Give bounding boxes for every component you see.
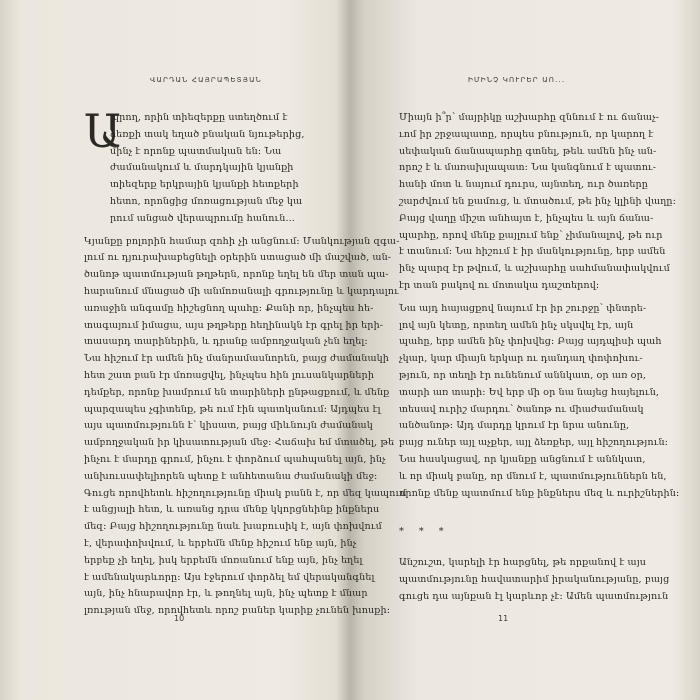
text-line: անծանոթ։ Այդ մարդը կրում էր նրա անունը, [399,420,630,432]
text-line: ամբողջական իր կիսատության մեջ։ Հաճախ եմ մտածել, թե [84,437,395,449]
text-line: Անշուշտ, կարելի էր հարցնել, թե որքանով է այս [399,557,647,569]
text-line: պատմությունը հավատարիմ իրականությանը, բայց [399,573,670,585]
running-header-right: ԻՄԻՆՉ ԿՈՒՐԵՐ ԱՈ... [468,76,566,84]
section-break-asterisks: * * * [399,526,450,538]
page-number-right: 11 [498,614,509,623]
text-line: է, վերափոխվում, և երբեմն մենք հիշում ենք այն, ինչ [84,537,357,549]
text-line: լռության մեջ, որովհետև որոշ բաներ կարիք չունեն խոսքի։ [84,605,391,617]
text-line: թյուն, որ տեղի էր ունենում աննկատ, օր առ օր, [399,369,646,381]
text-line: մինչ է որոնք պատմական են։ Նա [110,145,282,157]
text-line: Նա հասկացավ, որ կյանքը անցնում է աննկատ, [399,453,646,465]
text-line: Միայն ի՞ր՝ մայրիկը աշխարհը զննում է ու ճանաչ- [399,112,660,123]
left-page-body [84,104,407,620]
text-line: ինչու է մարդը գրում, ինչու է փորձում պահպանել այն, ինչ [84,453,386,465]
text-line: պարհը, որով մենք քայլում ենք՝ չիմանալով, թե ուր [399,229,663,241]
left-paragraph-2 [84,234,407,620]
text-line: այն, ինչ հնարավոր էր, և թողնել այն, ինչ պետք է մնար [84,588,368,600]
text-line: մեզ։ Բայց հիշողությունը նաև խաբուսիկ է, այն փոխվում [84,521,382,533]
text-line: շարժվում են քամուց, և մտածում, թե ինչ կլինի վաղը։ [399,195,676,207]
text-line: ինչ պարզ էր թվում, և աշխարհը սահմանափակվում [399,263,670,275]
text-line: էր տան բակով ու մոտակա դաշտերով։ [399,279,600,291]
text-line: Նա այդ հայացքով նայում էր իր շուրջը՝ փնտրե- [399,302,647,314]
text-line: սեփական ճանապարհը գտնել, թեև ամեն ինչ ան- [399,145,657,157]
text-line: տագայում իմացա, այս թղթերը հեղինակն էր գրել իր երի- [84,319,384,331]
text-line: պարզապես չգիտենք, թե ում էին պատկանում։ Այդպես էլ [84,403,381,415]
text-line: է ամենակարևորը։ Այս էջերում փորձել եմ վերականգնել [84,571,375,583]
text-line: ձեռքի տակ եղած բնական նյութերից, [110,128,305,140]
page-number-left: 10 [174,614,185,623]
right-page-body [399,110,680,606]
text-line: տասարդ տարիներին, և դրանք ամբողջական չեն եղել։ [84,336,368,348]
text-line: Բայց վաղը միշտ անհայտ է, ինչպես և այն ճանա- [399,212,654,224]
text-line: տիեզերք երկրային կյանքի հետքերի [110,179,299,191]
text-line: հետո, որոնցից մոռացության մեջ կա [110,195,303,207]
text-line: պահը, երբ ամեն ինչ փոխվեց։ Բայց այդպիսի պահ [399,336,662,348]
text-line: ժամանակում և մարդկային կյանքի [110,162,294,174]
text-line: պրող, որին տիեզերքը ստեղծում է [110,112,288,123]
text-line: գուցե դա այնքան էլ կարևոր չէ։ Ամեն պատմություն [399,590,669,602]
text-line: լում ու դյուրախաբեցնելի օրերին ստացած մի մաշված, ան- [84,252,392,264]
text-line: հետ շատ բան էր մոռացվել, ինչպես հին լուսանկարների [84,369,375,381]
text-line: երբեք չի եղել, իսկ երբեմն մոռանում ենք այն, ինչ եղել [84,554,363,566]
text-line: տեսավ ուրիշ մարդու՝ ծանոթ ու միաժամանակ [399,403,644,415]
text-line: ւոմ իր շրջապատը, որպես բնություն, որ կարող է [399,128,654,140]
text-line: որոնք մենք պատմում ենք ինքներս մեզ և ուրիշներին։ [399,487,680,499]
left-paragraph-1 [84,104,305,228]
text-line: առաջին անգամը հիշեցնող պահը։ Քանի որ, ինչպես հե- [84,302,374,314]
text-line: հանի մոտ և նայում դուրս, այնտեղ, ուր ծառերը [399,179,648,191]
text-line: Գուցե որովհետև հիշողությունը միակ բանն է, որ մեզ կապում [84,487,407,499]
running-header-left: ՎԱՐԴԱՆ ՀԱՅՐԱՊԵՏՅԱՆ [150,76,262,84]
right-paragraph-3 [399,555,670,605]
text-line: բայց ուներ այլ աչքեր, այլ ձեռքեր, այլ հիշողություն։ [399,437,668,449]
text-line: չկար, կար միայն երկար ու դանդաղ փոփոխու- [399,353,643,365]
drop-cap: Ա [84,104,122,158]
text-line: անխուսափելիորեն պետք է անհետանա ժամանակի մեջ։ [84,470,378,482]
text-line: այս պատմությունն է՝ կիսատ, բայց միևնույն ժամանակ [84,420,373,432]
text-line: է տանում։ Նա հիշում է իր մանկությունը, երբ ամեն [399,246,666,258]
right-paragraph-2 [399,301,680,503]
right-paragraph-1 [399,110,676,295]
text-line: դեմքեր, որոնք խամրում են տարիների ընթացքում, և մենք [84,386,390,398]
text-line: Կյանքը բոլորին համար զոհի չի անցնում։ Մանկության զգա- [84,235,400,247]
text-line: և որ միակ բանը, որ մնում է, պատմություններն են, [399,470,667,482]
text-line: Նա հիշում էր ամեն ինչ մանրամասնորեն, բայց ժամանակի [84,353,389,365]
text-line: որոշ է և մառախլապատ։ Նա կանգնում է պատու- [399,162,657,174]
text-line: է անցյալի հետ, և առանց դրա մենք կկորցնեինք ինքներս [84,504,380,516]
text-line: հարանում մնացած մի անմոռանալի գրությունը և կարդալու [84,285,399,297]
right-page [350,0,700,700]
text-line: տարի առ տարի։ Եվ երբ մի օր նա նայեց հայելուն, [399,386,660,398]
text-line: ծանոթ պատմության թղթերն, որոնք եղել են մեր տան պա- [84,269,389,281]
text-line: լով այն կետը, որտեղ ամեն ինչ սկսվել էր, այն [399,319,634,331]
text-line: րում անցած վերապրումը հանուն... [110,212,295,224]
